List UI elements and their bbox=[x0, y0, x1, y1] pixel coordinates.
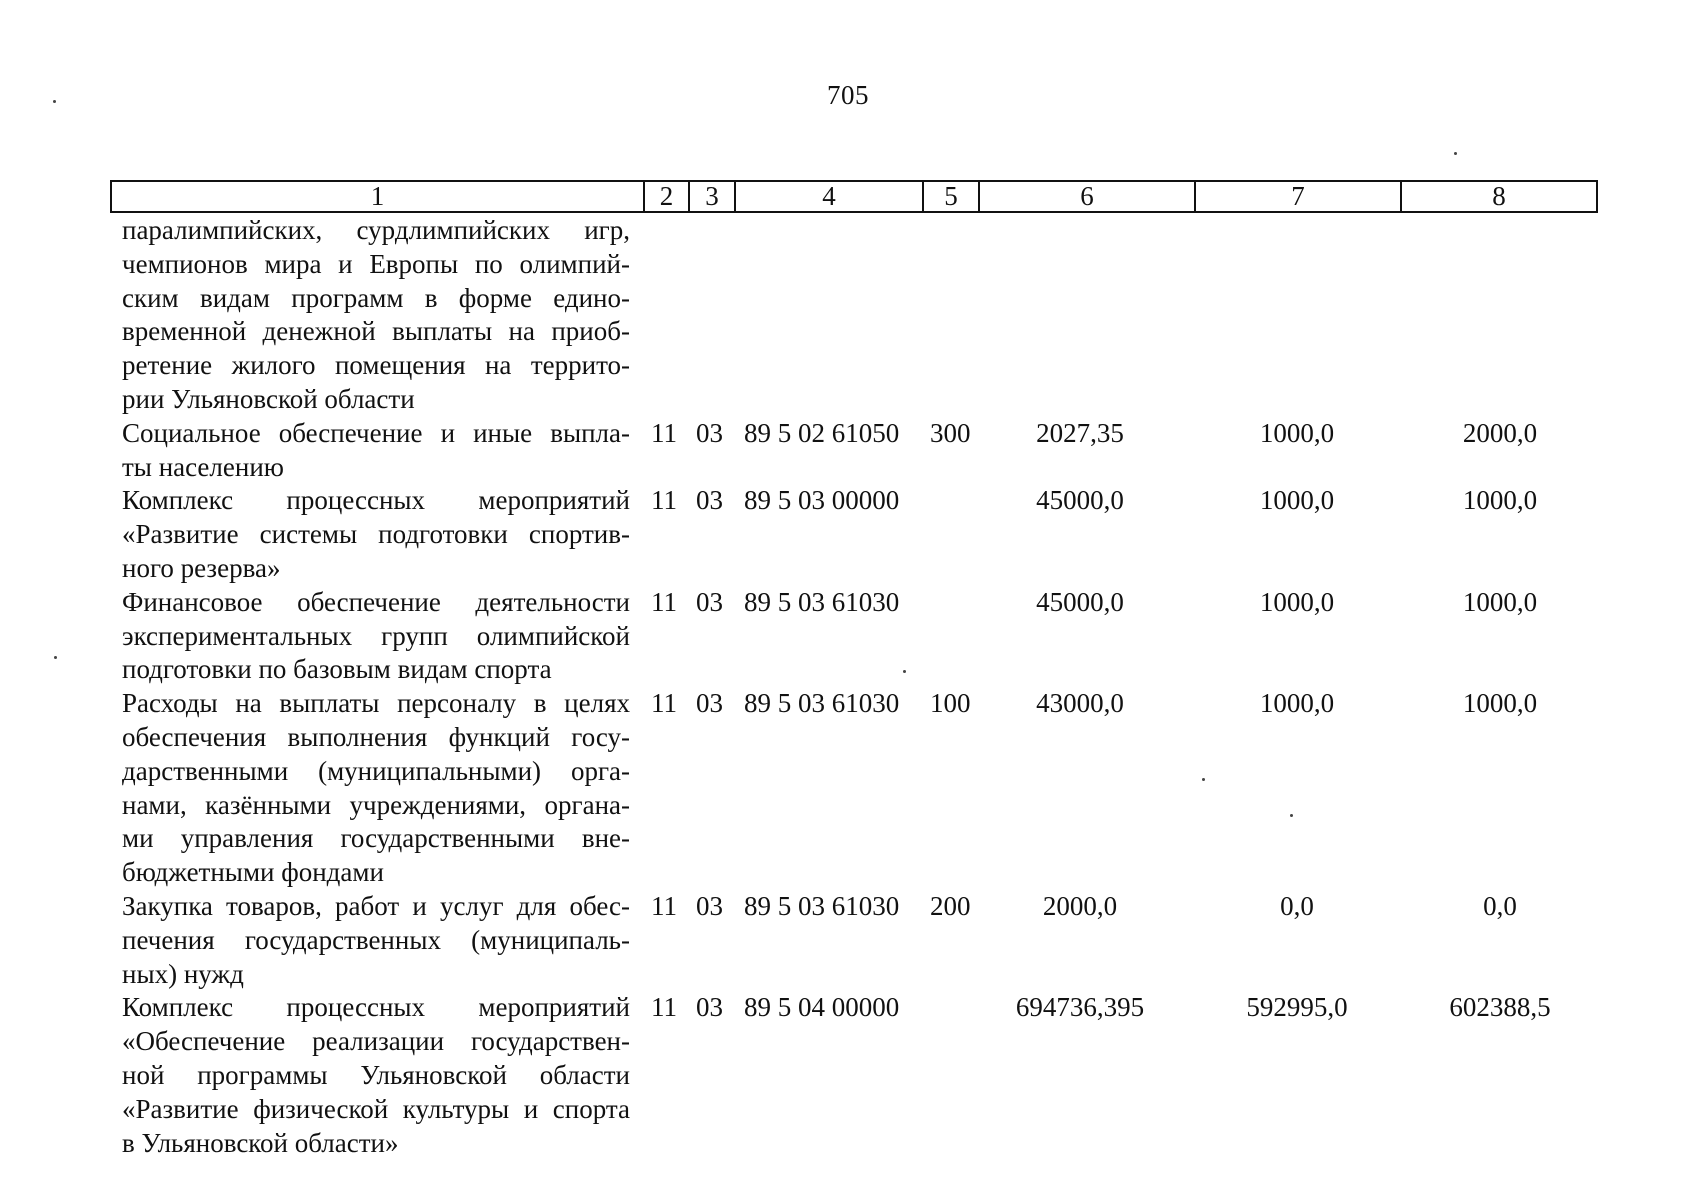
row-description bbox=[110, 991, 630, 1160]
amount-col-8: 1000,0 bbox=[1462, 485, 1538, 516]
amount-col-7: 1000,0 bbox=[1259, 688, 1335, 719]
header-col-4: 4 bbox=[736, 182, 924, 211]
description-line: ретение жилого помещения на террито- bbox=[122, 350, 630, 381]
amount-col-7: 1000,0 bbox=[1259, 417, 1335, 448]
description-line: Социальное обеспечение и иные выпла- bbox=[122, 417, 630, 448]
amount-col-7: 0,0 bbox=[1280, 890, 1314, 921]
row-description bbox=[110, 586, 630, 687]
table-row bbox=[110, 484, 1598, 585]
target-article-code: 89 5 03 00000 bbox=[744, 485, 900, 516]
table-row bbox=[110, 214, 1598, 417]
row-description bbox=[110, 890, 630, 991]
amount-col-8: 2000,0 bbox=[1462, 417, 1538, 448]
amount-col-8: 1000,0 bbox=[1462, 586, 1538, 617]
description-line: «Обеспечение реализации государствен- bbox=[122, 1026, 630, 1057]
description-line: бюджетными фондами bbox=[122, 857, 384, 888]
header-col-5: 5 bbox=[924, 182, 980, 211]
amount-col-7: 1000,0 bbox=[1259, 485, 1335, 516]
amount-col-8: 1000,0 bbox=[1462, 688, 1538, 719]
description-line: «Развитие системы подготовки спортив- bbox=[122, 519, 630, 550]
target-article-code: 89 5 03 61030 bbox=[744, 890, 900, 921]
scan-speck bbox=[54, 656, 57, 659]
description-line: Финансовое обеспечение деятельности bbox=[122, 586, 630, 617]
section-code: 11 bbox=[651, 992, 677, 1023]
table-body bbox=[110, 214, 1598, 1160]
scan-speck bbox=[53, 100, 56, 103]
row-description bbox=[110, 687, 630, 890]
expense-type-code: 300 bbox=[930, 417, 971, 448]
target-article-code: 89 5 02 61050 bbox=[744, 417, 900, 448]
amount-col-7: 1000,0 bbox=[1259, 586, 1335, 617]
description-line: ми управления государственными вне- bbox=[122, 823, 630, 854]
header-col-7: 7 bbox=[1196, 182, 1402, 211]
target-article-code: 89 5 03 61030 bbox=[744, 586, 900, 617]
target-article-code: 89 5 04 00000 bbox=[744, 992, 900, 1023]
description-line: печения государственных (муниципаль- bbox=[122, 924, 630, 955]
target-article-code: 89 5 03 61030 bbox=[744, 688, 900, 719]
description-line: ским видам программ в форме едино- bbox=[122, 282, 630, 313]
section-code: 11 bbox=[651, 890, 677, 921]
subsection-code: 03 bbox=[696, 586, 723, 617]
section-code: 11 bbox=[651, 485, 677, 516]
table-row bbox=[110, 687, 1598, 890]
amount-col-6: 45000,0 bbox=[1036, 586, 1124, 617]
page-number: 705 bbox=[827, 80, 869, 110]
subsection-code: 03 bbox=[696, 992, 723, 1023]
header-col-3: 3 bbox=[690, 182, 736, 211]
table-row bbox=[110, 890, 1598, 991]
description-line: обеспечения выполнения функций госу- bbox=[122, 721, 630, 752]
amount-col-6: 43000,0 bbox=[1036, 688, 1124, 719]
section-code: 11 bbox=[651, 688, 677, 719]
header-col-1: 1 bbox=[112, 182, 645, 211]
section-code: 11 bbox=[651, 417, 677, 448]
description-line: чемпионов мира и Европы по олимпий- bbox=[122, 248, 630, 279]
description-line: временной денежной выплаты на приоб- bbox=[122, 316, 630, 347]
header-col-8: 8 bbox=[1492, 181, 1506, 211]
row-description bbox=[110, 417, 630, 485]
scan-speck bbox=[1454, 152, 1457, 155]
table-row bbox=[110, 417, 1598, 485]
expense-type-code: 100 bbox=[930, 688, 971, 719]
description-line: экспериментальных групп олимпийской bbox=[122, 620, 630, 651]
amount-col-6: 2027,35 bbox=[1036, 417, 1124, 448]
description-line: Комплекс процессных мероприятий bbox=[122, 485, 630, 516]
amount-col-6: 45000,0 bbox=[1036, 485, 1124, 516]
description-line: Комплекс процессных мероприятий bbox=[122, 992, 630, 1023]
subsection-code: 03 bbox=[696, 688, 723, 719]
table-header bbox=[110, 180, 1598, 213]
subsection-code: 03 bbox=[696, 485, 723, 516]
description-line: Расходы на выплаты персоналу в целях bbox=[122, 688, 630, 719]
description-line: дарственными (муниципальными) орга- bbox=[122, 755, 630, 786]
amount-col-6: 2000,0 bbox=[1042, 890, 1118, 921]
section-code: 11 bbox=[651, 586, 677, 617]
description-line: подготовки по базовым видам спорта bbox=[122, 654, 552, 685]
header-col-2: 2 bbox=[645, 182, 690, 211]
description-line: ты населению bbox=[122, 451, 284, 482]
description-line: «Развитие физической культуры и спорта bbox=[122, 1093, 630, 1124]
amount-col-8: 602388,5 bbox=[1449, 992, 1551, 1023]
subsection-code: 03 bbox=[696, 417, 723, 448]
table-row bbox=[110, 586, 1598, 687]
header-col-6: 6 bbox=[980, 182, 1196, 211]
subsection-code: 03 bbox=[696, 890, 723, 921]
table-row bbox=[110, 991, 1598, 1160]
amount-col-8: 0,0 bbox=[1483, 890, 1517, 921]
description-line: рии Ульяновской области bbox=[122, 383, 415, 414]
description-line: ных) нужд bbox=[122, 958, 244, 989]
row-description bbox=[110, 484, 630, 585]
row-description bbox=[110, 214, 630, 417]
description-line: нами, казёнными учреждениями, органа- bbox=[122, 789, 630, 820]
description-line: Закупка товаров, работ и услуг для обес- bbox=[122, 890, 630, 921]
amount-col-7: 592995,0 bbox=[1246, 992, 1348, 1023]
description-line: паралимпийских, сурдлимпийских игр, bbox=[122, 215, 630, 245]
description-line: в Ульяновской области» bbox=[122, 1127, 399, 1158]
amount-col-6: 694736,395 bbox=[1015, 992, 1145, 1023]
description-line: ного резерва» bbox=[122, 552, 281, 583]
description-line: ной программы Ульяновской области bbox=[122, 1059, 630, 1090]
expense-type-code: 200 bbox=[930, 890, 971, 921]
